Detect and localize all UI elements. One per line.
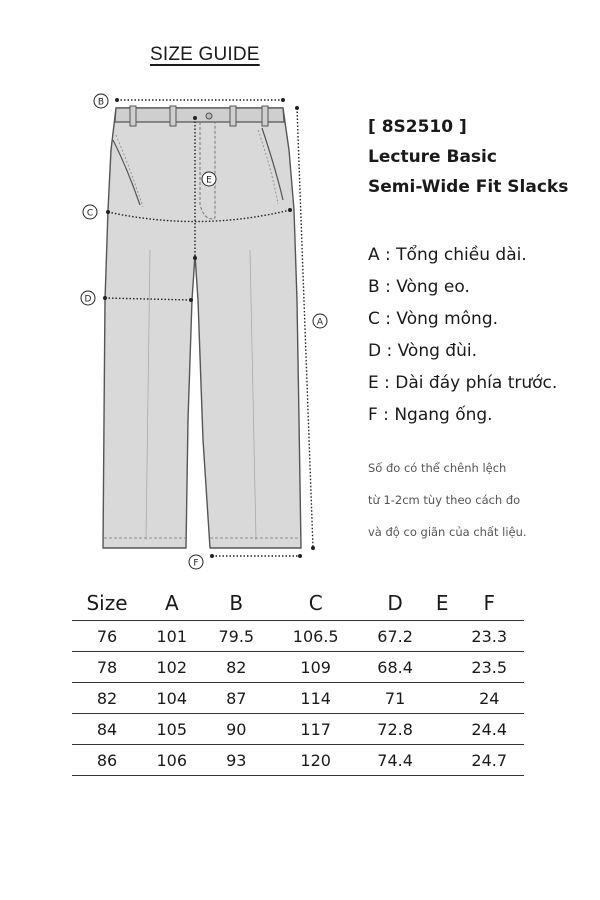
label-f: F xyxy=(193,558,199,569)
cell-c: 109 xyxy=(271,652,360,683)
cell-size: 78 xyxy=(72,652,142,683)
cell-f: 24.7 xyxy=(454,745,524,776)
table-row xyxy=(72,652,524,683)
cell-f: 24.4 xyxy=(454,714,524,745)
label-b: B xyxy=(97,97,105,108)
product-name-line1: Lecture Basic xyxy=(368,147,497,167)
cell-e xyxy=(430,745,455,776)
cell-size: 84 xyxy=(72,714,142,745)
legend-b: B : Vòng eo. xyxy=(368,277,470,297)
cell-d: 71 xyxy=(360,683,429,714)
cell-e xyxy=(430,621,455,652)
table-row xyxy=(72,745,524,776)
header-c: C xyxy=(271,586,360,621)
cell-b: 82 xyxy=(202,652,271,683)
label-e: E xyxy=(206,175,212,186)
waistband xyxy=(115,108,284,122)
cell-b: 93 xyxy=(202,745,271,776)
cell-e xyxy=(430,714,455,745)
header-f: F xyxy=(454,586,524,621)
size-table xyxy=(72,586,524,776)
page-title: SIZE GUIDE xyxy=(150,44,260,65)
cell-d: 72.8 xyxy=(360,714,429,745)
legend-c: C : Vòng mông. xyxy=(368,309,499,329)
cell-c: 114 xyxy=(271,683,360,714)
cell-a: 101 xyxy=(142,621,202,652)
product-code: [ 8S2510 ] xyxy=(368,117,467,137)
cell-b: 87 xyxy=(202,683,271,714)
cell-size: 86 xyxy=(72,745,142,776)
header-e: E xyxy=(430,586,455,621)
cell-d: 67.2 xyxy=(360,621,429,652)
header-a: A xyxy=(142,586,202,621)
cell-f: 23.3 xyxy=(454,621,524,652)
cell-d: 74.4 xyxy=(360,745,429,776)
cell-a: 104 xyxy=(142,683,202,714)
table-row xyxy=(72,683,524,714)
legend-f: F : Ngang ống. xyxy=(368,405,493,425)
cell-a: 106 xyxy=(142,745,202,776)
table-row xyxy=(72,714,524,745)
cell-f: 23.5 xyxy=(454,652,524,683)
label-d: D xyxy=(84,294,92,305)
table-row xyxy=(72,621,524,652)
cell-f: 24 xyxy=(454,683,524,714)
table-header-row xyxy=(72,586,524,621)
cell-size: 82 xyxy=(72,683,142,714)
header-size: Size xyxy=(72,586,142,621)
header-d: D xyxy=(360,586,429,621)
product-name-line2: Semi-Wide Fit Slacks xyxy=(368,177,569,197)
cell-e xyxy=(430,652,455,683)
cell-e xyxy=(430,683,455,714)
cell-a: 105 xyxy=(142,714,202,745)
legend-d: D : Vòng đùi. xyxy=(368,341,477,361)
cell-d: 68.4 xyxy=(360,652,429,683)
cell-c: 120 xyxy=(271,745,360,776)
waist-button xyxy=(206,113,212,119)
note-line3: và độ co giãn của chất liệu. xyxy=(368,525,527,539)
label-c: C xyxy=(86,208,94,219)
cell-a: 102 xyxy=(142,652,202,683)
label-a: A xyxy=(316,317,324,328)
note-line1: Số đo có thể chênh lệch xyxy=(368,461,507,475)
cell-b: 90 xyxy=(202,714,271,745)
cell-b: 79.5 xyxy=(202,621,271,652)
cell-c: 117 xyxy=(271,714,360,745)
legend-a: A : Tổng chiều dài. xyxy=(368,245,527,265)
header-b: B xyxy=(202,586,271,621)
cell-c: 106.5 xyxy=(271,621,360,652)
cell-size: 76 xyxy=(72,621,142,652)
legend-e: E : Dài đáy phía trước. xyxy=(368,373,558,393)
note-line2: từ 1-2cm tùy theo cách đo xyxy=(368,493,521,507)
